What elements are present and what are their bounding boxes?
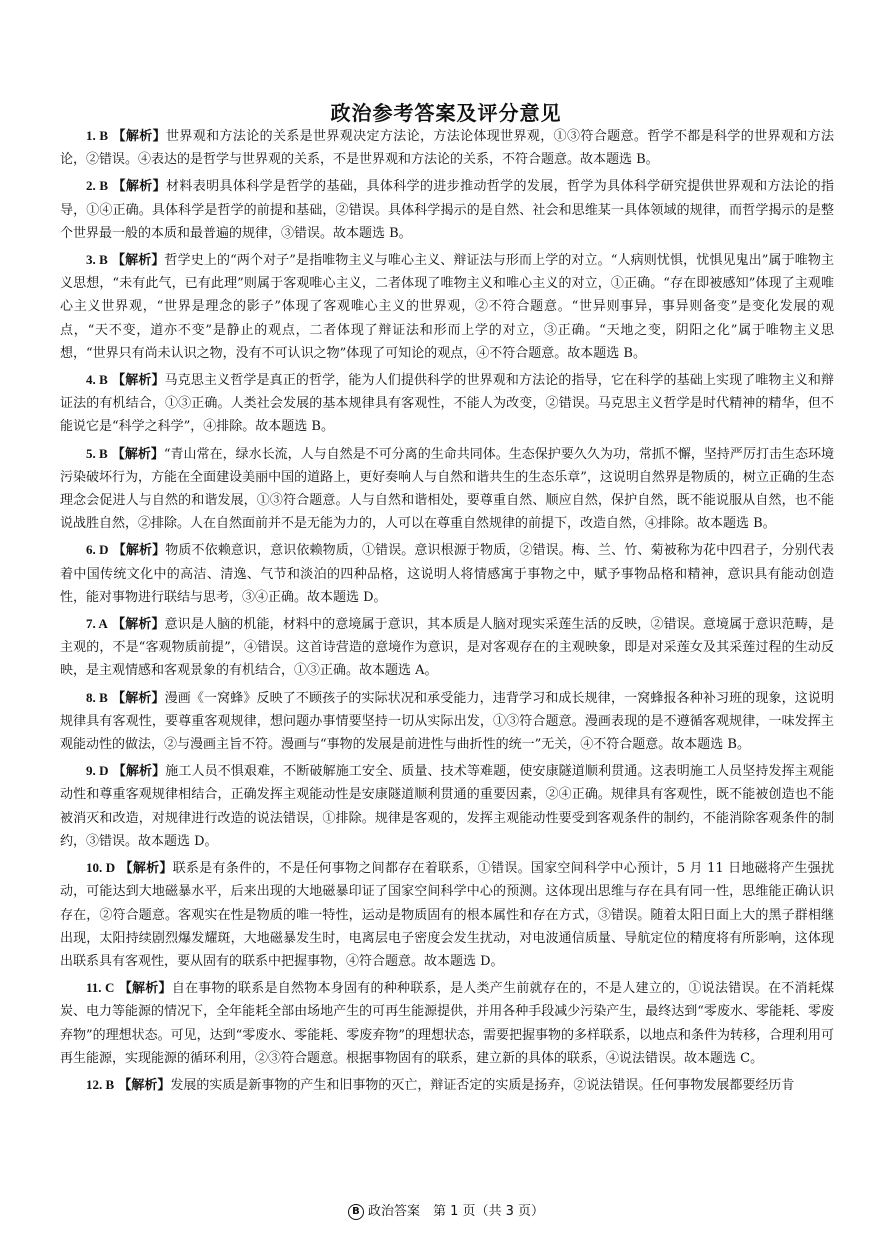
answer-item [60, 368, 834, 439]
analysis-text: 材料表明具体科学是哲学的基础，具体科学的进步推动哲学的发展，哲学为具体科学研究提供世界观和方法论的指导，①④正确。具体科学是哲学的前提和基础，②错误。具体科学揭示的是自然、社会和思维某一具体领域的规律，而哲学揭示的是整个世界最一般的本质和最普遍的规律，③错误。故本题选 B。 [60, 179, 834, 241]
answer-number: 3. B [86, 252, 108, 268]
answer-number: 10. D [86, 860, 116, 876]
answer-item [60, 248, 834, 365]
answer-number: 8. B [86, 689, 108, 705]
analysis-text: 施工人员不惧艰难，不断破解施工安全、质量、技术等难题，使安康隧道顺利贯通。这表明施工人员坚持发挥主观能动性和尊重客观规律相结合，正确发挥主观能动性是安康隧道顺利贯通的重要因素，②④正确。规律具有客观性，既不能被创造也不能被消灭和改造，对规律进行改造的说法错误，①排除。规律是客观的，发挥主观能动性要受到客观条件的制约，不能消除客观条件的制约，③错误。故本题选 D。 [60, 764, 834, 849]
answer-item [60, 686, 834, 757]
answer-number: 9. D [86, 763, 109, 779]
analysis-text: 物质不依赖意识，意识依赖物质，①错误。意识根源于物质，②错误。梅、兰、竹、菊被称为花中四君子，分别代表着中国传统文化中的高洁、清逸、气节和淡泊的四种品格，这说明人将情感寓于事物之中，赋予事物品格和精神，意识具有能动创造性，能对事物进行联结与思考，③④正确。故本题选 D。 [60, 543, 834, 605]
analysis-tag: 【解析】 [112, 179, 167, 195]
answer-item [60, 759, 834, 853]
analysis-tag: 【解析】 [112, 543, 166, 559]
answer-number: 1. B [86, 128, 109, 143]
analysis-tag: 【解析】 [112, 764, 166, 780]
answer-list [60, 124, 834, 1100]
answer-number: 12. B [86, 1076, 115, 1092]
analysis-tag: 【解析】 [111, 446, 164, 462]
page-footer [0, 1200, 892, 1220]
answer-number: 11. C [86, 980, 115, 996]
answer-number: 7. A [86, 616, 108, 632]
answer-item [60, 124, 834, 171]
analysis-text: 意识是人脑的机能，材料中的意境属于意识，其本质是人脑对现实采莲生活的反映，②错误。意境属于意识范畴，是主观的，不是“客观物质前提”，④错误。这首诗营造的意境作为意识，是对客观存在的主观映象，即是对采莲女及其采莲过程的生动反映，是主观情感和客观景象的有机结合，①③正确。故本题选 A。 [60, 617, 834, 679]
analysis-tag: 【解析】 [112, 253, 165, 269]
analysis-tag: 【解析】 [112, 373, 165, 389]
analysis-tag: 【解析】 [118, 1077, 171, 1093]
analysis-tag: 【解析】 [112, 690, 165, 706]
analysis-tag: 【解析】 [112, 129, 167, 144]
version-badge: B [348, 1204, 364, 1220]
answer-number: 4. B [86, 372, 108, 388]
answer-item [60, 612, 834, 683]
answer-item [60, 442, 834, 536]
analysis-tag: 【解析】 [119, 861, 173, 877]
analysis-text: 马克思主义哲学是真正的哲学，能为人们提供科学的世界观和方法论的指导，它在科学的基础上实现了唯物主义和辩证法的有机结合，①③正确。人类社会发展的基本规律具有客观性，不能人为改变，②错误。马克思主义哲学是时代精神的精华，但不能说它是“科学之科学”，④排除。故本题选 B。 [60, 373, 834, 435]
analysis-text: 联系是有条件的，不是任何事物之间都存在着联系，①错误。国家空间科学中心预计，5 月 11 日地磁将产生强扰动，可能达到大地磁暴水平，后来出现的大地磁暴印证了国家空间科学中心的预测。这体现出思维与存在具有同一性，思维能正确认识存在，②符合题意。客观实在性是物质的唯一特性，运动是物质固有的根本属性和存在方式，③错误。随着太阳日面上大的黑子群相继出现，太阳持续剧烈爆发耀斑，大地磁暴发生时，电离层电子密度会发生扰动，对电波通信质量、导航定位的精度将有所影响，这体现出联系具有客观性，要从固有的联系中把握事物，④符合题意。故本题选 D。 [60, 861, 834, 969]
answer-item [60, 1073, 834, 1097]
page-number-text: 政治答案 第 1 页（共 3 页） [367, 1204, 545, 1219]
answer-item [60, 856, 834, 973]
analysis-tag: 【解析】 [118, 981, 172, 997]
analysis-text: 世界观和方法论的关系是世界观决定方法论，方法论体现世界观，①③符合题意。哲学不都是科学的世界观和方法论，②错误。④表达的是哲学与世界观的关系，不是世界观和方法论的关系，不符合题意。故本题选 B。 [60, 129, 834, 168]
answer-number: 6. D [86, 542, 109, 558]
answer-number: 5. B [86, 445, 108, 461]
analysis-text: 哲学史上的“两个对子”是指唯物主义与唯心主义、辩证法与形而上学的对立。“人病则忧惧，忧惧见鬼出”属于唯物主义思想，“未有此气，已有此理”则属于客观唯心主义，二者体现了唯物主义和唯心主义的对立，①正确。“存在即被感知”体现了主观唯心主义世界观，“世界是理念的影子”体现了客观唯心主义的世界观，②不符合题意。“世异则事异，事异则备变”是变化发展的观点，“天不变，道亦不变”是静止的观点，二者体现了辩证法和形而上学的对立，③正确。“天地之变，阴阳之化”属于唯物主义思想，“世界只有尚未认识之物，没有不可认识之物”体现了可知论的观点，④不符合题意。故本题选 B。 [60, 253, 834, 361]
analysis-text: 漫画《一窝蜂》反映了不顾孩子的实际状况和承受能力，违背学习和成长规律，一窝蜂报各种补习班的现象，这说明规律具有客观性，要尊重客观规律，想问题办事情要坚持一切从实际出发，①③符合题意。漫画表现的是不遵循客观规律，一味发挥主观能动性的做法，②与漫画主旨不符。漫画与“事物的发展是前进性与曲折性的统一”无关，④不符合题意。故本题选 B。 [60, 690, 834, 753]
page-title: 政治参考答案及评分意见 [330, 101, 562, 125]
analysis-tag: 【解析】 [112, 617, 165, 633]
answer-item [60, 976, 834, 1070]
analysis-text: 发展的实质是新事物的产生和旧事物的灭亡，辩证否定的实质是扬弃，②说法错误。任何事物发展都要经历肯 [170, 1077, 795, 1093]
answer-item [60, 538, 834, 609]
answer-item [60, 174, 834, 245]
answer-number: 2. B [86, 178, 109, 194]
analysis-text: 自在事物的联系是自然物本身固有的种种联系，是人类产生前就存在的，不是人建立的，①说法错误。在不消耗煤炭、电力等能源的情况下，全年能耗全部由场地产生的可再生能源提供，并用各种手段减少污染产生，最终达到“零废水、零能耗、零废弃物”的理想状态。可见，达到“零废水、零能耗、零废弃物”的理想状态，需要把握事物的多样联系，以地点和条件为转移，合理利用可再生能源，实现能源的循环利用，②③符合题意。根据事物固有的联系，建立新的具体的联系，④说法错误。故本题选 C。 [60, 981, 834, 1066]
analysis-text: “青山常在，绿水长流，人与自然是不可分离的生命共同体。生态保护要久久为功，常抓不懈，坚持严厉打击生态环境污染破坏行为，方能在全面建设美丽中国的道路上，更好奏响人与自然和谐共生的生态乐章”，这说明自然界是物质的，树立正确的生态理念会促进人与自然的和谐发展，①③符合题意。人与自然和谐相处，要尊重自然、顺应自然，保护自然，既不能说服从自然，也不能说战胜自然，②排除。人在自然面前并不是无能为力的，人可以在尊重自然规律的前提下，改造自然，④排除。故本题选 B。 [60, 446, 834, 532]
